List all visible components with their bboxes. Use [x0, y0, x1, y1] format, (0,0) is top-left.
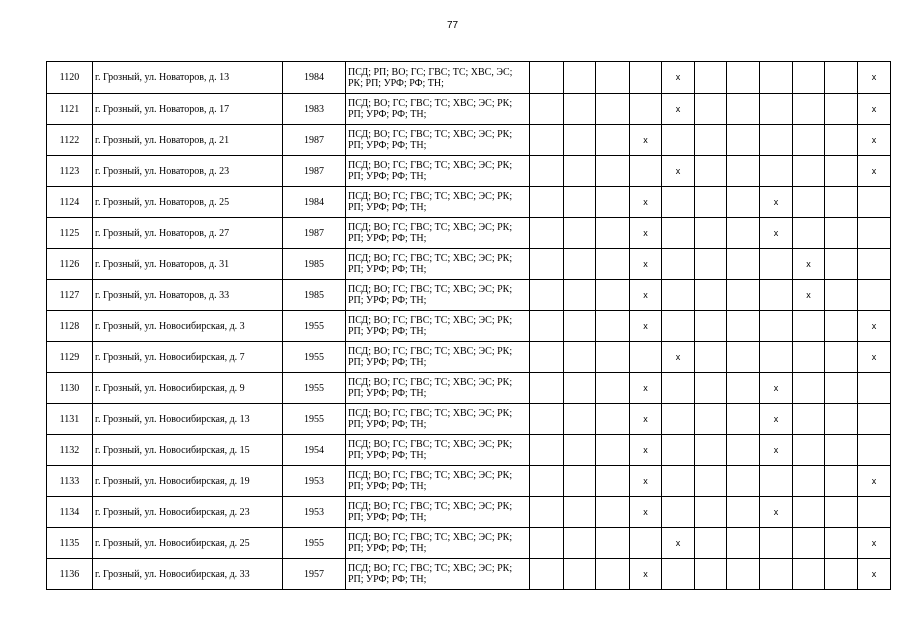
mark-cell: [596, 94, 630, 125]
mark-cell: [793, 62, 825, 94]
mark-cell: [530, 342, 564, 373]
mark-cell: x: [760, 218, 793, 249]
mark-cell: x: [760, 435, 793, 466]
row-number: 1136: [47, 559, 93, 590]
mark-cell: x: [662, 62, 695, 94]
mark-cell: x: [858, 342, 891, 373]
mark-cell: [596, 187, 630, 218]
mark-cell: [630, 156, 662, 187]
mark-cell: [530, 466, 564, 497]
mark-cell: [564, 373, 596, 404]
mark-cell: [695, 249, 727, 280]
mark-cell: [596, 404, 630, 435]
mark-cell: [564, 528, 596, 559]
mark-cell: [825, 218, 858, 249]
year-cell: 1984: [283, 62, 346, 94]
address-cell: г. Грозный, ул. Новаторов, д. 31: [93, 249, 283, 280]
mark-cell: x: [858, 559, 891, 590]
mark-cell: [793, 187, 825, 218]
table-row: [47, 125, 891, 156]
address-cell: г. Грозный, ул. Новаторов, д. 13: [93, 62, 283, 94]
mark-cell: x: [858, 156, 891, 187]
works-cell: ПСД; ВО; ГС; ГВС; ТС; ХВС; ЭС; РК; РП; УРФ; РФ; ТН;: [346, 528, 530, 559]
mark-cell: x: [858, 466, 891, 497]
address-cell: г. Грозный, ул. Новаторов, д. 17: [93, 94, 283, 125]
mark-cell: [695, 156, 727, 187]
mark-cell: [662, 373, 695, 404]
mark-cell: x: [630, 280, 662, 311]
mark-cell: [727, 156, 760, 187]
year-cell: 1987: [283, 218, 346, 249]
mark-cell: [695, 280, 727, 311]
mark-cell: x: [630, 404, 662, 435]
year-cell: 1955: [283, 373, 346, 404]
table-body: [47, 62, 891, 590]
year-cell: 1955: [283, 342, 346, 373]
mark-cell: x: [630, 435, 662, 466]
row-number: 1120: [47, 62, 93, 94]
mark-cell: [596, 62, 630, 94]
mark-cell: [793, 218, 825, 249]
mark-cell: [530, 559, 564, 590]
row-number: 1122: [47, 125, 93, 156]
mark-cell: [596, 156, 630, 187]
year-cell: 1955: [283, 311, 346, 342]
mark-cell: x: [760, 404, 793, 435]
mark-cell: [695, 435, 727, 466]
mark-cell: [530, 187, 564, 218]
mark-cell: [825, 249, 858, 280]
mark-cell: [564, 404, 596, 435]
mark-cell: [695, 342, 727, 373]
mark-cell: [530, 249, 564, 280]
mark-cell: [695, 466, 727, 497]
mark-cell: [662, 125, 695, 156]
mark-cell: x: [630, 311, 662, 342]
mark-cell: [793, 528, 825, 559]
table-row: [47, 528, 891, 559]
mark-cell: [825, 62, 858, 94]
mark-cell: [564, 466, 596, 497]
mark-cell: [727, 466, 760, 497]
table-row: [47, 62, 891, 94]
mark-cell: [662, 404, 695, 435]
row-number: 1124: [47, 187, 93, 218]
mark-cell: [564, 218, 596, 249]
table-row: [47, 187, 891, 218]
mark-cell: [825, 342, 858, 373]
year-cell: 1955: [283, 404, 346, 435]
mark-cell: [695, 62, 727, 94]
address-cell: г. Грозный, ул. Новаторов, д. 33: [93, 280, 283, 311]
year-cell: 1985: [283, 280, 346, 311]
table-row: [47, 311, 891, 342]
mark-cell: [858, 404, 891, 435]
mark-cell: [825, 466, 858, 497]
mark-cell: x: [858, 62, 891, 94]
mark-cell: [530, 404, 564, 435]
year-cell: 1954: [283, 435, 346, 466]
mark-cell: [564, 187, 596, 218]
mark-cell: x: [630, 466, 662, 497]
mark-cell: [825, 497, 858, 528]
mark-cell: [530, 94, 564, 125]
mark-cell: [564, 280, 596, 311]
mark-cell: [695, 94, 727, 125]
table-row: [47, 342, 891, 373]
mark-cell: [858, 373, 891, 404]
mark-cell: [727, 218, 760, 249]
row-number: 1129: [47, 342, 93, 373]
mark-cell: [793, 559, 825, 590]
year-cell: 1987: [283, 156, 346, 187]
row-number: 1127: [47, 280, 93, 311]
mark-cell: [760, 280, 793, 311]
mark-cell: [825, 156, 858, 187]
row-number: 1133: [47, 466, 93, 497]
row-number: 1134: [47, 497, 93, 528]
table-row: [47, 373, 891, 404]
mark-cell: [695, 497, 727, 528]
table-row: [47, 156, 891, 187]
works-cell: ПСД; ВО; ГС; ГВС; ТС; ХВС; ЭС; РК; РП; УРФ; РФ; ТН;: [346, 466, 530, 497]
mark-cell: [825, 187, 858, 218]
mark-cell: x: [662, 94, 695, 125]
mark-cell: [695, 187, 727, 218]
mark-cell: [825, 94, 858, 125]
address-cell: г. Грозный, ул. Новосибирская, д. 7: [93, 342, 283, 373]
mark-cell: [630, 94, 662, 125]
mark-cell: [825, 280, 858, 311]
mark-cell: x: [630, 249, 662, 280]
mark-cell: [695, 373, 727, 404]
mark-cell: [662, 249, 695, 280]
mark-cell: [793, 497, 825, 528]
year-cell: 1955: [283, 528, 346, 559]
mark-cell: [793, 466, 825, 497]
mark-cell: [530, 497, 564, 528]
address-cell: г. Грозный, ул. Новаторов, д. 23: [93, 156, 283, 187]
address-cell: г. Грозный, ул. Новосибирская, д. 15: [93, 435, 283, 466]
mark-cell: [530, 528, 564, 559]
mark-cell: [596, 125, 630, 156]
mark-cell: [727, 497, 760, 528]
mark-cell: [695, 404, 727, 435]
mark-cell: [695, 559, 727, 590]
mark-cell: [695, 218, 727, 249]
mark-cell: [662, 435, 695, 466]
year-cell: 1953: [283, 466, 346, 497]
mark-cell: [662, 497, 695, 528]
mark-cell: [727, 311, 760, 342]
mark-cell: [662, 466, 695, 497]
address-cell: г. Грозный, ул. Новаторов, д. 27: [93, 218, 283, 249]
address-cell: г. Грозный, ул. Новосибирская, д. 13: [93, 404, 283, 435]
mark-cell: [530, 435, 564, 466]
mark-cell: [596, 218, 630, 249]
mark-cell: x: [630, 373, 662, 404]
table-row: [47, 435, 891, 466]
table-row: [47, 404, 891, 435]
table-row: [47, 218, 891, 249]
mark-cell: [760, 311, 793, 342]
mark-cell: [858, 497, 891, 528]
mark-cell: [596, 373, 630, 404]
mark-cell: [564, 125, 596, 156]
mark-cell: [727, 125, 760, 156]
mark-cell: x: [630, 218, 662, 249]
mark-cell: [596, 466, 630, 497]
mark-cell: [596, 249, 630, 280]
mark-cell: [858, 435, 891, 466]
row-number: 1123: [47, 156, 93, 187]
mark-cell: [727, 187, 760, 218]
mark-cell: [596, 435, 630, 466]
mark-cell: [825, 125, 858, 156]
mark-cell: [727, 62, 760, 94]
table-row: [47, 497, 891, 528]
row-number: 1131: [47, 404, 93, 435]
mark-cell: [727, 435, 760, 466]
year-cell: 1983: [283, 94, 346, 125]
works-cell: ПСД; ВО; ГС; ГВС; ТС; ХВС; ЭС; РК; РП; УРФ; РФ; ТН;: [346, 249, 530, 280]
works-cell: ПСД; ВО; ГС; ГВС; ТС; ХВС; ЭС; РК; РП; УРФ; РФ; ТН;: [346, 187, 530, 218]
mark-cell: [630, 342, 662, 373]
mark-cell: [858, 280, 891, 311]
page-number: 77: [446, 20, 459, 31]
mark-cell: [760, 125, 793, 156]
address-cell: г. Грозный, ул. Новаторов, д. 25: [93, 187, 283, 218]
mark-cell: [530, 62, 564, 94]
mark-cell: [727, 280, 760, 311]
works-cell: ПСД; ВО; ГС; ГВС; ТС; ХВС; ЭС; РК; РП; УРФ; РФ; ТН;: [346, 404, 530, 435]
mark-cell: [564, 559, 596, 590]
address-cell: г. Грозный, ул. Новосибирская, д. 9: [93, 373, 283, 404]
row-number: 1135: [47, 528, 93, 559]
row-number: 1128: [47, 311, 93, 342]
address-cell: г. Грозный, ул. Новосибирская, д. 23: [93, 497, 283, 528]
works-cell: ПСД; ВО; ГС; ГВС; ТС; ХВС; ЭС; РК; РП; УРФ; РФ; ТН;: [346, 373, 530, 404]
table-row: [47, 280, 891, 311]
mark-cell: x: [858, 94, 891, 125]
mark-cell: [564, 249, 596, 280]
mark-cell: [760, 62, 793, 94]
works-cell: ПСД; ВО; ГС; ГВС; ТС; ХВС; ЭС; РК; РП; УРФ; РФ; ТН;: [346, 435, 530, 466]
table-row: [47, 466, 891, 497]
mark-cell: [793, 435, 825, 466]
mark-cell: x: [858, 125, 891, 156]
mark-cell: [727, 373, 760, 404]
mark-cell: [825, 404, 858, 435]
mark-cell: [727, 528, 760, 559]
year-cell: 1985: [283, 249, 346, 280]
mark-cell: [530, 218, 564, 249]
year-cell: 1984: [283, 187, 346, 218]
mark-cell: [760, 94, 793, 125]
mark-cell: [596, 497, 630, 528]
mark-cell: [662, 311, 695, 342]
mark-cell: [727, 94, 760, 125]
table-row: [47, 249, 891, 280]
mark-cell: x: [630, 559, 662, 590]
year-cell: 1953: [283, 497, 346, 528]
mark-cell: [760, 249, 793, 280]
table-row: [47, 559, 891, 590]
mark-cell: [596, 528, 630, 559]
mark-cell: [662, 280, 695, 311]
mark-cell: [825, 373, 858, 404]
address-cell: г. Грозный, ул. Новосибирская, д. 19: [93, 466, 283, 497]
mark-cell: [727, 249, 760, 280]
mark-cell: [727, 404, 760, 435]
mark-cell: [760, 156, 793, 187]
works-cell: ПСД; ВО; ГС; ГВС; ТС; ХВС; ЭС; РК; РП; УРФ; РФ; ТН;: [346, 94, 530, 125]
mark-cell: x: [630, 125, 662, 156]
works-cell: ПСД; ВО; ГС; ГВС; ТС; ХВС; ЭС; РК; РП; УРФ; РФ; ТН;: [346, 342, 530, 373]
mark-cell: [630, 62, 662, 94]
buildings-table: [46, 61, 891, 590]
mark-cell: [564, 311, 596, 342]
mark-cell: [695, 528, 727, 559]
mark-cell: [793, 311, 825, 342]
mark-cell: [564, 342, 596, 373]
mark-cell: [825, 559, 858, 590]
mark-cell: x: [662, 156, 695, 187]
mark-cell: x: [760, 497, 793, 528]
mark-cell: [596, 559, 630, 590]
mark-cell: [564, 94, 596, 125]
mark-cell: [825, 311, 858, 342]
mark-cell: [596, 311, 630, 342]
mark-cell: [530, 156, 564, 187]
mark-cell: [564, 156, 596, 187]
mark-cell: [564, 62, 596, 94]
row-number: 1130: [47, 373, 93, 404]
mark-cell: [530, 311, 564, 342]
mark-cell: [793, 156, 825, 187]
works-cell: ПСД; ВО; ГС; ГВС; ТС; ХВС; ЭС; РК; РП; УРФ; РФ; ТН;: [346, 311, 530, 342]
mark-cell: x: [760, 373, 793, 404]
address-cell: г. Грозный, ул. Новосибирская, д. 3: [93, 311, 283, 342]
mark-cell: [530, 280, 564, 311]
mark-cell: x: [630, 497, 662, 528]
year-cell: 1987: [283, 125, 346, 156]
address-cell: г. Грозный, ул. Новосибирская, д. 25: [93, 528, 283, 559]
address-cell: г. Грозный, ул. Новосибирская, д. 33: [93, 559, 283, 590]
mark-cell: x: [760, 187, 793, 218]
mark-cell: [858, 187, 891, 218]
mark-cell: [825, 528, 858, 559]
works-cell: ПСД; ВО; ГС; ГВС; ТС; ХВС; ЭС; РК; РП; УРФ; РФ; ТН;: [346, 497, 530, 528]
mark-cell: x: [793, 249, 825, 280]
mark-cell: [662, 218, 695, 249]
mark-cell: [793, 404, 825, 435]
mark-cell: [564, 435, 596, 466]
works-cell: ПСД; ВО; ГС; ГВС; ТС; ХВС; ЭС; РК; РП; УРФ; РФ; ТН;: [346, 125, 530, 156]
mark-cell: [662, 187, 695, 218]
mark-cell: [793, 94, 825, 125]
mark-cell: [564, 497, 596, 528]
row-number: 1121: [47, 94, 93, 125]
mark-cell: [825, 435, 858, 466]
year-cell: 1957: [283, 559, 346, 590]
mark-cell: x: [858, 311, 891, 342]
mark-cell: [662, 559, 695, 590]
mark-cell: [695, 311, 727, 342]
mark-cell: [630, 528, 662, 559]
mark-cell: [695, 125, 727, 156]
works-cell: ПСД; ВО; ГС; ГВС; ТС; ХВС; ЭС; РК; РП; УРФ; РФ; ТН;: [346, 280, 530, 311]
mark-cell: [530, 125, 564, 156]
mark-cell: [760, 528, 793, 559]
mark-cell: x: [630, 187, 662, 218]
mark-cell: [858, 249, 891, 280]
mark-cell: [530, 373, 564, 404]
row-number: 1125: [47, 218, 93, 249]
mark-cell: [858, 218, 891, 249]
works-cell: ПСД; ВО; ГС; ГВС; ТС; ХВС; ЭС; РК; РП; УРФ; РФ; ТН;: [346, 156, 530, 187]
mark-cell: x: [662, 528, 695, 559]
address-cell: г. Грозный, ул. Новаторов, д. 21: [93, 125, 283, 156]
mark-cell: [793, 373, 825, 404]
mark-cell: [727, 559, 760, 590]
mark-cell: [760, 342, 793, 373]
works-cell: ПСД; РП; ВО; ГС; ГВС; ТС; ХВС, ЭС; РК; РП; УРФ; РФ; ТН;: [346, 62, 530, 94]
mark-cell: x: [858, 528, 891, 559]
works-cell: ПСД; ВО; ГС; ГВС; ТС; ХВС; ЭС; РК; РП; УРФ; РФ; ТН;: [346, 559, 530, 590]
mark-cell: [793, 342, 825, 373]
mark-cell: [760, 466, 793, 497]
mark-cell: x: [793, 280, 825, 311]
mark-cell: [727, 342, 760, 373]
row-number: 1132: [47, 435, 93, 466]
row-number: 1126: [47, 249, 93, 280]
mark-cell: [793, 125, 825, 156]
mark-cell: [596, 342, 630, 373]
works-cell: ПСД; ВО; ГС; ГВС; ТС; ХВС; ЭС; РК; РП; УРФ; РФ; ТН;: [346, 218, 530, 249]
mark-cell: [596, 280, 630, 311]
table-row: [47, 94, 891, 125]
mark-cell: x: [662, 342, 695, 373]
mark-cell: [760, 559, 793, 590]
